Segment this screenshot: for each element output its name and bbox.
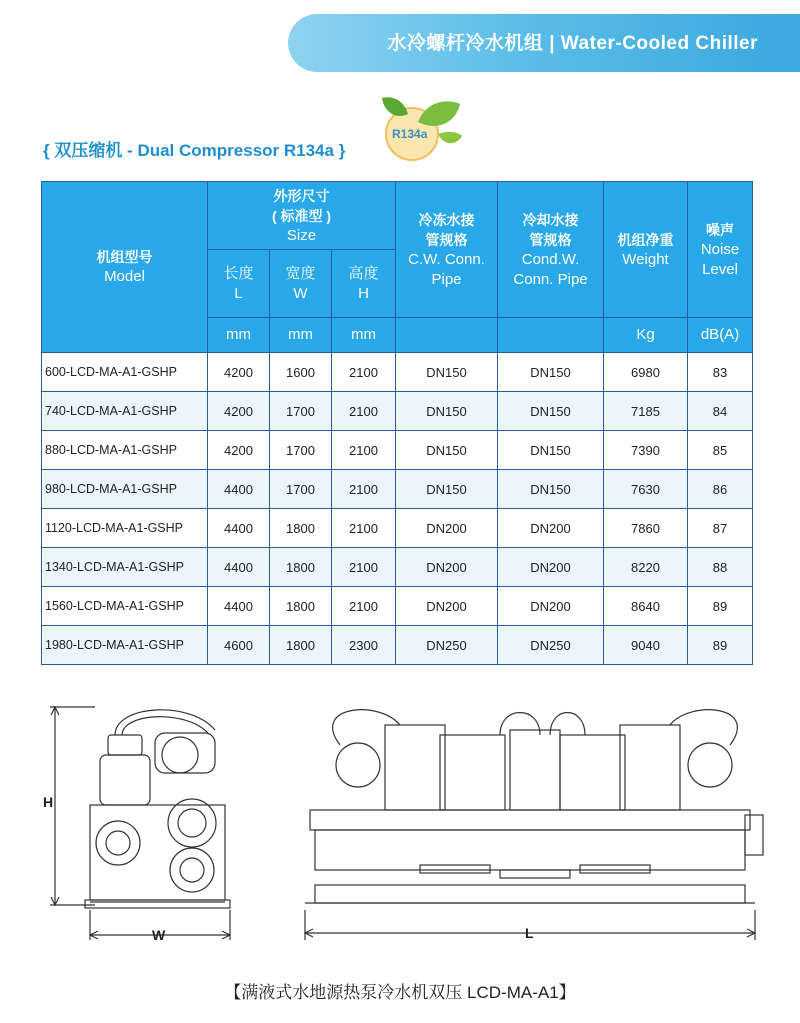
cell-cw-pipe: DN200 bbox=[396, 548, 498, 587]
cell-width: 1800 bbox=[270, 626, 332, 665]
table-row bbox=[42, 509, 753, 548]
cell-height: 2100 bbox=[332, 548, 396, 587]
header-banner bbox=[288, 14, 800, 72]
cell-weight: 7390 bbox=[604, 431, 688, 470]
width-dimension-label: W bbox=[152, 927, 166, 943]
front-view-drawing bbox=[305, 710, 763, 940]
cell-width: 1700 bbox=[270, 392, 332, 431]
cell-noise: 87 bbox=[688, 509, 753, 548]
cell-model: 740-LCD-MA-A1-GSHP bbox=[42, 392, 208, 431]
cell-noise: 84 bbox=[688, 392, 753, 431]
cell-noise: 85 bbox=[688, 431, 753, 470]
header-size: 外形尺寸 ( 标准型 ) Size bbox=[208, 182, 396, 250]
cell-length: 4200 bbox=[208, 431, 270, 470]
unit-length: mm bbox=[208, 318, 270, 353]
cell-weight: 8640 bbox=[604, 587, 688, 626]
cell-height: 2100 bbox=[332, 392, 396, 431]
cell-cond-pipe: DN150 bbox=[498, 431, 604, 470]
cell-model: 1340-LCD-MA-A1-GSHP bbox=[42, 548, 208, 587]
table-row bbox=[42, 626, 753, 665]
table-row bbox=[42, 470, 753, 509]
cell-width: 1800 bbox=[270, 509, 332, 548]
header-noise: 噪声 Noise Level bbox=[688, 182, 753, 318]
chiller-dimension-drawing bbox=[40, 695, 780, 960]
cell-model: 1560-LCD-MA-A1-GSHP bbox=[42, 587, 208, 626]
cell-model: 600-LCD-MA-A1-GSHP bbox=[42, 353, 208, 392]
cell-noise: 89 bbox=[688, 587, 753, 626]
table-row bbox=[42, 431, 753, 470]
table-row bbox=[42, 353, 753, 392]
cell-noise: 86 bbox=[688, 470, 753, 509]
header-weight: 机组净重 Weight bbox=[604, 182, 688, 318]
cell-model: 980-LCD-MA-A1-GSHP bbox=[42, 470, 208, 509]
cell-cond-pipe: DN150 bbox=[498, 353, 604, 392]
r134a-leaf-icon bbox=[378, 92, 464, 168]
side-view-drawing bbox=[50, 707, 230, 940]
height-dimension-label: H bbox=[43, 794, 54, 810]
cell-cw-pipe: DN200 bbox=[396, 587, 498, 626]
header-length: 长度 L bbox=[208, 250, 270, 318]
header-cw-pipe: 冷冻水接 管规格 C.W. Conn. Pipe bbox=[396, 182, 498, 318]
section-subtitle: { 双压缩机 - Dual Compressor R134a } bbox=[43, 141, 346, 160]
cell-cond-pipe: DN200 bbox=[498, 509, 604, 548]
cell-model: 880-LCD-MA-A1-GSHP bbox=[42, 431, 208, 470]
cell-height: 2100 bbox=[332, 431, 396, 470]
table-row bbox=[42, 548, 753, 587]
unit-height: mm bbox=[332, 318, 396, 353]
banner-title: 水冷螺杆冷水机组 | Water-Cooled Chiller bbox=[387, 33, 758, 54]
product-caption: 【满液式水地源热泵冷水机双压 LCD-MA-A1】 bbox=[224, 983, 576, 1002]
cell-cond-pipe: DN200 bbox=[498, 548, 604, 587]
cell-width: 1800 bbox=[270, 548, 332, 587]
cell-cw-pipe: DN150 bbox=[396, 353, 498, 392]
cell-noise: 89 bbox=[688, 626, 753, 665]
cell-cond-pipe: DN200 bbox=[498, 587, 604, 626]
cell-cw-pipe: DN150 bbox=[396, 392, 498, 431]
spec-table bbox=[41, 181, 753, 665]
cell-cw-pipe: DN250 bbox=[396, 626, 498, 665]
cell-width: 1700 bbox=[270, 470, 332, 509]
cell-height: 2300 bbox=[332, 626, 396, 665]
cell-weight: 8220 bbox=[604, 548, 688, 587]
cell-weight: 7185 bbox=[604, 392, 688, 431]
header-cond-pipe: 冷却水接 管规格 Cond.W. Conn. Pipe bbox=[498, 182, 604, 318]
cell-length: 4400 bbox=[208, 509, 270, 548]
header-width: 宽度 W bbox=[270, 250, 332, 318]
cell-width: 1600 bbox=[270, 353, 332, 392]
cell-width: 1700 bbox=[270, 431, 332, 470]
cell-length: 4400 bbox=[208, 548, 270, 587]
cell-cond-pipe: DN250 bbox=[498, 626, 604, 665]
length-dimension-label: L bbox=[525, 925, 534, 941]
cell-cw-pipe: DN200 bbox=[396, 509, 498, 548]
header-model: 机组型号 Model bbox=[42, 182, 208, 353]
cell-cw-pipe: DN150 bbox=[396, 470, 498, 509]
cell-height: 2100 bbox=[332, 470, 396, 509]
badge-label: R134a bbox=[392, 127, 428, 141]
cell-weight: 9040 bbox=[604, 626, 688, 665]
unit-width: mm bbox=[270, 318, 332, 353]
unit-weight: Kg bbox=[604, 318, 688, 353]
cell-cond-pipe: DN150 bbox=[498, 392, 604, 431]
cell-height: 2100 bbox=[332, 509, 396, 548]
table-row bbox=[42, 587, 753, 626]
cell-length: 4200 bbox=[208, 353, 270, 392]
table-row bbox=[42, 392, 753, 431]
cell-height: 2100 bbox=[332, 353, 396, 392]
unit-noise: dB(A) bbox=[688, 318, 753, 353]
cell-length: 4400 bbox=[208, 587, 270, 626]
table-body bbox=[42, 353, 753, 665]
cell-weight: 6980 bbox=[604, 353, 688, 392]
cell-width: 1800 bbox=[270, 587, 332, 626]
header-height: 高度 H bbox=[332, 250, 396, 318]
cell-cw-pipe: DN150 bbox=[396, 431, 498, 470]
cell-weight: 7630 bbox=[604, 470, 688, 509]
cell-height: 2100 bbox=[332, 587, 396, 626]
cell-weight: 7860 bbox=[604, 509, 688, 548]
cell-model: 1980-LCD-MA-A1-GSHP bbox=[42, 626, 208, 665]
cell-length: 4400 bbox=[208, 470, 270, 509]
cell-cond-pipe: DN150 bbox=[498, 470, 604, 509]
unit-cond-empty bbox=[498, 318, 604, 353]
cell-noise: 88 bbox=[688, 548, 753, 587]
cell-noise: 83 bbox=[688, 353, 753, 392]
cell-length: 4200 bbox=[208, 392, 270, 431]
cell-model: 1120-LCD-MA-A1-GSHP bbox=[42, 509, 208, 548]
cell-length: 4600 bbox=[208, 626, 270, 665]
unit-cw-empty bbox=[396, 318, 498, 353]
